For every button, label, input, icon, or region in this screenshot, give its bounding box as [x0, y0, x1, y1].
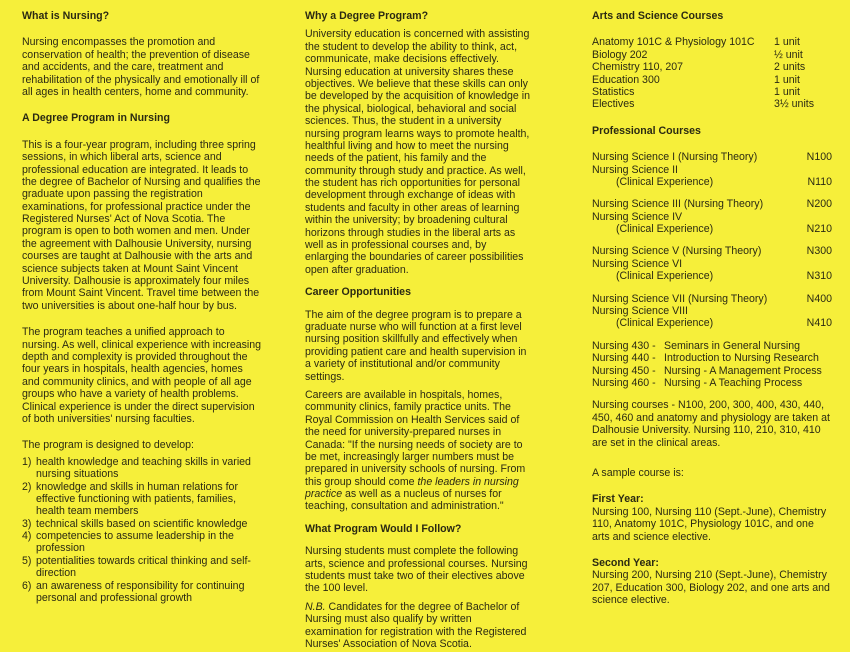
list-item: 5) potentialities towards critical thinking and self-direction: [22, 554, 251, 580]
arts-courses-list: [592, 36, 832, 110]
follow-program-heading: What Program Would I Follow?: [305, 522, 462, 535]
sample-intro: A sample course is:: [592, 466, 684, 479]
list-item: 4) competencies to assume leadership in the profession: [22, 530, 234, 555]
list-item: Nursing 430 - Seminars in General Nursing: [592, 339, 801, 352]
column-left: [22, 10, 262, 604]
degree-program-text: This is a four-year program, including three spring sessions, in which liberal arts, science and professional education are integrated. It leads to the degree of Bachelor of Nursing and qualifies the graduate upon passing the registration examinations, for professional practice under the Registered Nurses' Act of Nova Scotia. The program is open to both women and men. Under the agreement with Dalhousie University, nursing courses are taught at Dalhousie with the arts and science subjects taken at Mount Saint Vincent University. Dalhousie is approximately four miles from Mount Saint Vincent. Travel time between the two universities is about one-half hour by bus.: [22, 138, 261, 312]
professional-courses-heading: Professional Courses: [592, 124, 701, 137]
why-degree-heading: Why a Degree Program?: [305, 10, 429, 22]
table-row: Electives 3½ units: [592, 98, 815, 111]
pro-course-group: Nursing Science III (Nursing Theory) N200 Nursing Science IV (Clinical Experience) N210: [592, 198, 832, 236]
advanced-courses-list: [592, 340, 832, 390]
follow-program-text: Nursing students must complete the following arts, science and professional courses. Nursing students must take two of their electives above the 100 level.: [305, 545, 528, 595]
list-item: 6) an awareness of responsibility for continuing personal and professional growth: [22, 579, 245, 605]
unified-approach-text: The program teaches a unified approach to nursing. As well, clinical experience with increasing depth and complexity is provided throughout the four years in hospitals, health agencies, homes and community clinics, and with people of all age groups who have a variety of health problems. Clinical experience is under the direct supervision of both universities' nursing faculties.: [22, 326, 262, 425]
pro-course-group: Nursing Science I (Nursing Theory) N100 Nursing Science II (Clinical Experience) N110: [592, 151, 832, 188]
column-middle: [305, 10, 531, 650]
table-row: Chemistry 110, 207 2 units: [592, 61, 806, 74]
list-item: Nursing 440 - Introduction to Nursing Research: [592, 352, 819, 365]
table-row: Statistics 1 unit: [592, 85, 800, 98]
table-row: Education 300 1 unit: [592, 73, 800, 86]
pro-course-group: Nursing Science V (Nursing Theory) N300 Nursing Science VI (Clinical Experience) N310: [592, 245, 832, 283]
career-text-aim: The aim of the degree program is to prepare a graduate nurse who will function at a first level nursing position skillfully and effectively when providing patient care and health supervision in a variety of institutional and/or community settings.: [305, 308, 527, 383]
what-is-nursing-heading: What is Nursing?: [22, 10, 110, 22]
list-item: 2) knowledge and skills in human relations for effective functioning with patients, families, health team members: [22, 480, 238, 518]
courses-note: Nursing courses - N100, 200, 300, 400, 430, 440, 450, 460 and anatomy and physiology are taken at Dalhousie University. Nursing 110, 210, 310, 410 are set in the clinical areas.: [592, 399, 830, 449]
list-item: 1) health knowledge and teaching skills in varied nursing situations: [22, 455, 251, 481]
table-row: Anatomy 101C & Physiology 101C 1 unit: [592, 36, 800, 49]
nb-note: N.B. Candidates for the degree of Bachelor of Nursing must also qualify by written examination for registration with the Registered Nurses' Association of Nova Scotia.: [305, 600, 527, 650]
arts-science-heading: Arts and Science Courses: [592, 10, 724, 22]
career-heading: Career Opportunities: [305, 286, 411, 299]
why-degree-text: University education is concerned with assisting the student to develop the ability to think, act, communicate, make decisions effectively. Nursing education at university shares these objectives. We believe that these skills can only be developed by the acquisition of knowledge in the physical, biological, behavioral and social sciences. Thus, the student in a university nursing program learns ways to promote health, healthful living and how to meet the nursing needs of the patient, his family and the community through study and practice. As well, the student has rich opportunities for personal development through exchange of ideas with students and faculty in other areas of learning within the university; by broadening cultural horizons through studies in the liberal arts as well as in professional courses and, by enlarging the boundaries of career possibilities open after graduation.: [305, 28, 530, 276]
second-year-text: Nursing 200, Nursing 210 (Sept.-June), Chemistry 207, Education 300, Biology 202, and one arts and science elective.: [592, 569, 830, 607]
list-item: Nursing 450 - Nursing - A Management Process: [592, 364, 822, 377]
what-is-nursing-text: Nursing encompasses the promotion and conservation of health; the prevention of disease and accidents, and the care, treatment and rehabilitation of the physically and emotionally ill of all ages in health centers, home and community.: [22, 36, 260, 98]
second-year-heading: Second Year:: [592, 556, 659, 569]
pro-course-group: Nursing Science VII (Nursing Theory) N400 Nursing Science VIII (Clinical Experience) N410: [592, 292, 832, 330]
first-year-text: Nursing 100, Nursing 110 (Sept.-June), Chemistry 110, Anatomy 101C, Physiology 101C, and one arts and science elective.: [592, 505, 827, 543]
table-row: Biology 202 ½ unit: [592, 48, 803, 61]
degree-program-heading: A Degree Program in Nursing: [22, 112, 170, 125]
list-item: 3) technical skills based on scientific knowledge: [22, 517, 248, 530]
career-text-commission: Careers are available in hospitals, homes, community clinics, family practice units. The Royal Commission on Health Services said of the need for university-prepared nurses in Canada: "If the nursing needs of society are to be met, increasingly larger numbers must be prepared in university schools of nursing. From this group should come the leaders in nursing practice as well as a nucleus of nurses for teaching, consultation and administration.": [305, 388, 526, 513]
column-right: [592, 10, 832, 606]
list-item: Nursing 460 - Nursing - A Teaching Process: [592, 376, 803, 389]
develop-list: [22, 456, 262, 605]
first-year-heading: First Year:: [592, 493, 644, 506]
develop-intro: The program is designed to develop:: [22, 439, 194, 452]
